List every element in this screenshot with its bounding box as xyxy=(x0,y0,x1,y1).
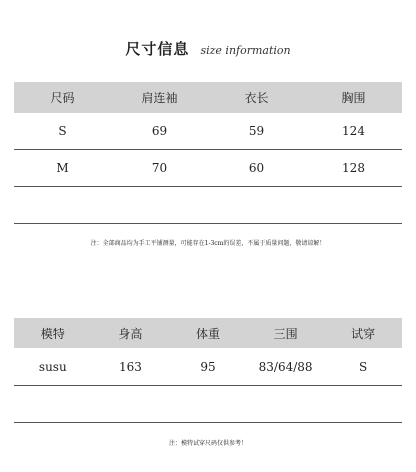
cell-chest: 124 xyxy=(342,124,365,138)
model-table xyxy=(14,318,402,423)
cell-shoulder-sleeve: 69 xyxy=(151,124,168,138)
cell-length: 59 xyxy=(248,124,265,138)
model-table-header xyxy=(14,318,402,348)
cell-chest: 128 xyxy=(342,161,365,175)
header-size: 尺码 xyxy=(50,91,75,105)
table-row xyxy=(14,113,402,150)
empty-row xyxy=(14,386,402,423)
header-length: 衣长 xyxy=(244,91,269,105)
title-english: size information xyxy=(200,44,291,57)
page-title xyxy=(0,38,416,59)
header-measurements: 三围 xyxy=(273,326,298,341)
model-note: 注：模特试穿尺码仅供参考！ xyxy=(168,440,247,447)
table-row xyxy=(14,348,402,386)
header-try-on: 试穿 xyxy=(351,326,376,341)
title-chinese: 尺寸信息 xyxy=(125,40,190,58)
cell-height: 163 xyxy=(118,359,142,374)
header-chest: 胸围 xyxy=(341,91,366,105)
size-table xyxy=(14,82,402,224)
cell-length: 60 xyxy=(248,161,265,175)
table-row xyxy=(14,150,402,187)
header-height: 身高 xyxy=(118,326,143,341)
size-table-header xyxy=(14,82,402,113)
empty-row xyxy=(14,187,402,224)
cell-measurements: 83/64/88 xyxy=(258,359,313,374)
cell-weight: 95 xyxy=(200,359,216,374)
header-weight: 体重 xyxy=(195,326,220,341)
cell-model: susu xyxy=(38,359,67,374)
cell-try-on: S xyxy=(359,359,368,374)
cell-size: M xyxy=(56,161,69,175)
cell-shoulder-sleeve: 70 xyxy=(151,161,168,175)
measurement-note: 注：全部商品均为手工平铺测量，可能存在1-3cm的误差，不属于质量问题，敬请谅解！ xyxy=(90,240,326,247)
cell-size: S xyxy=(58,124,67,138)
header-model: 模特 xyxy=(40,326,65,341)
header-shoulder-sleeve: 肩连袖 xyxy=(141,91,178,105)
